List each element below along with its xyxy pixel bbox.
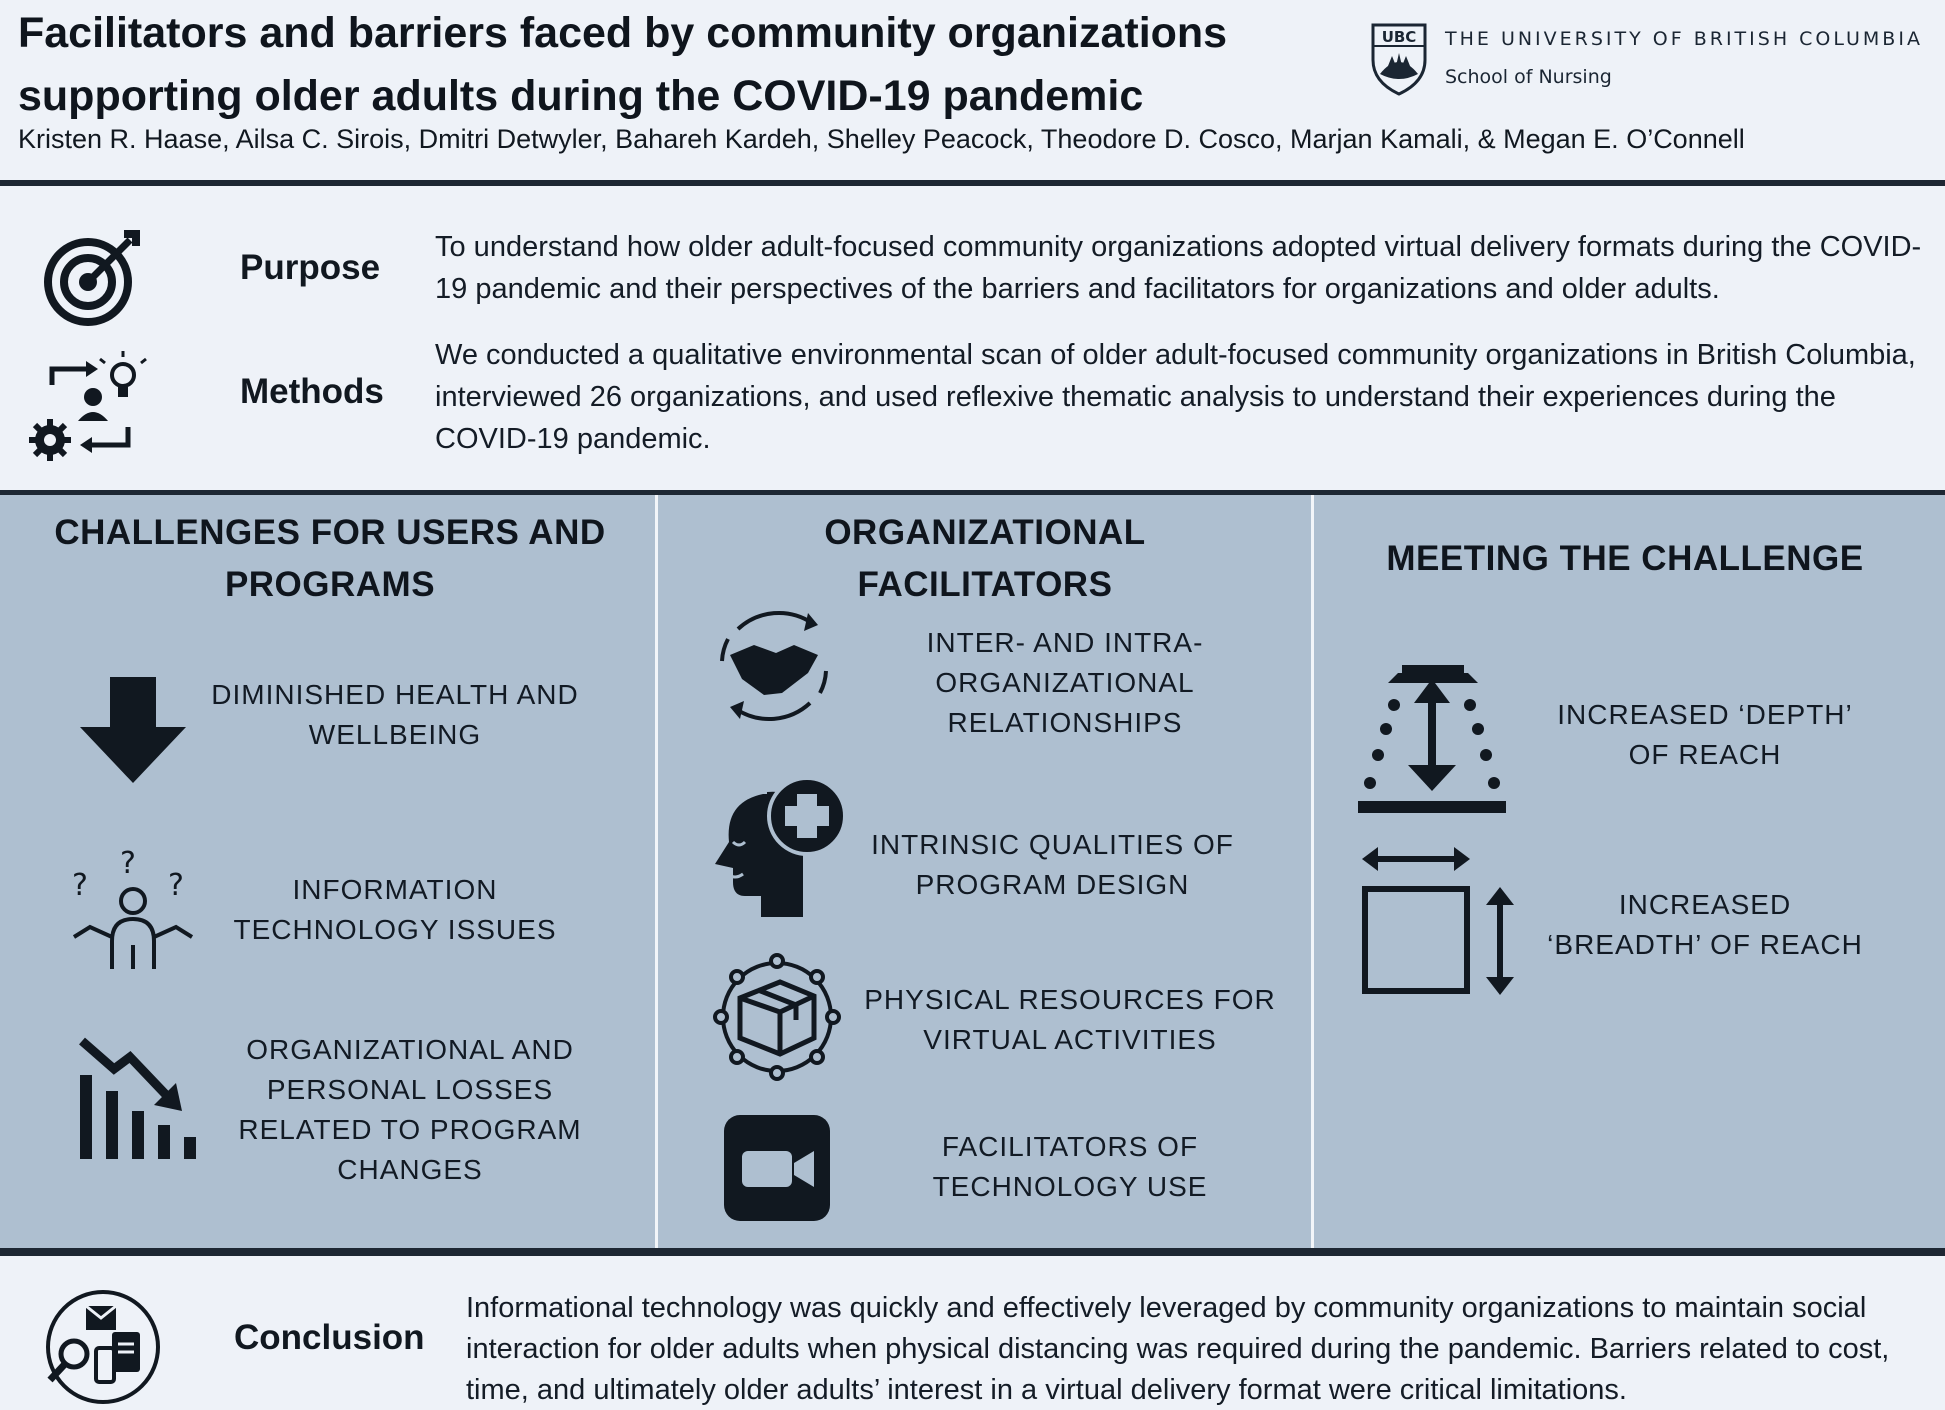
challenge-item-1: DIMINISHED HEALTH AND WELLBEING [211, 679, 579, 750]
breadth-icon [1360, 843, 1516, 999]
column-divider-1 [655, 495, 658, 1248]
methods-text: We conducted a qualitative environmental scan of older adult-focused community organizations in British Columbia, interviewed 26 organizations, and used reflexive thematic analysis to understand their experiences during the COVID-19 pandemic. [435, 339, 1916, 455]
confused-person-icon [70, 845, 196, 969]
university-name: THE UNIVERSITY OF BRITISH COLUMBIA [1445, 28, 1923, 50]
column-divider-2 [1311, 495, 1314, 1248]
svg-text:?: ? [72, 868, 88, 903]
meeting-heading: MEETING THE CHALLENGE [1386, 539, 1864, 578]
facilitator-item-2: INTRINSIC QUALITIES OF PROGRAM DESIGN [871, 829, 1234, 900]
facilitators-heading: ORGANIZATIONAL FACILITATORS [824, 513, 1146, 604]
declining-chart-icon [78, 1035, 200, 1159]
challenge-item-2: INFORMATION TECHNOLOGY ISSUES [233, 874, 557, 945]
facilitator-item-4: FACILITATORS OF TECHNOLOGY USE [932, 1131, 1208, 1202]
communication-search-icon [44, 1288, 162, 1406]
section-divider-bottom [0, 1248, 1945, 1256]
video-camera-icon [724, 1115, 830, 1221]
package-network-icon [710, 950, 844, 1084]
purpose-label: Purpose [240, 248, 381, 287]
down-arrow-icon [78, 677, 188, 783]
authors: Kristen R. Haase, Ailsa C. Sirois, Dmitri Detwyler, Bahareh Kardeh, Shelley Peacock, Theodore D. Cosco, Marjan Kamali, & Megan E. O’Connell [18, 124, 1745, 154]
header-divider [0, 180, 1945, 186]
school-name: School of Nursing [1445, 66, 1612, 88]
purpose-text: To understand how older adult-focused community organizations adopted virtual delivery formats during the COVID-19 pandemic and their perspectives of the barriers and facilitators for organizations and older adults. [435, 231, 1922, 305]
svg-text:?: ? [120, 846, 136, 881]
ubc-logo [1370, 22, 1930, 102]
challenges-heading: CHALLENGES FOR USERS AND PROGRAMS [54, 513, 606, 604]
ubc-crest-icon [1370, 22, 1428, 96]
facilitator-item-1: INTER- AND INTRA-ORGANIZATIONAL RELATIONSHIPS [926, 627, 1204, 738]
depth-icon [1358, 665, 1506, 813]
header [0, 0, 1945, 185]
facilitator-item-3: PHYSICAL RESOURCES FOR VIRTUAL ACTIVITIES [864, 984, 1276, 1055]
challenge-item-3: ORGANIZATIONAL AND PERSONAL LOSSES RELATED TO PROGRAM CHANGES [238, 1034, 582, 1185]
conclusion-label: Conclusion [234, 1318, 425, 1357]
handshake-icon [708, 603, 840, 729]
svg-text:?: ? [168, 868, 184, 903]
conclusion-section [0, 1256, 1945, 1410]
ubc-crest-text: UBC [1381, 28, 1417, 46]
purpose-methods-section [0, 190, 1945, 490]
methods-label: Methods [240, 372, 384, 411]
target-icon [44, 226, 144, 326]
conclusion-text: Informational technology was quickly and effectively leveraged by community organizations to maintain social interaction for older adults when physical distancing was required during the pandemic. Barriers related to cost, time, and ultimately older adults’ interest in a virtual delivery format were critical limitations. [466, 1292, 1890, 1406]
page-title: Facilitators and barriers faced by community organizations supporting older adults during the COVID-19 pandemic [18, 9, 1228, 120]
methods-cycle-icon [28, 345, 150, 465]
findings-section [0, 495, 1945, 1248]
meeting-item-2: INCREASED ‘BREADTH’ OF REACH [1547, 889, 1863, 960]
meeting-item-1: INCREASED ‘DEPTH’ OF REACH [1557, 699, 1853, 770]
head-plus-icon [705, 772, 850, 917]
